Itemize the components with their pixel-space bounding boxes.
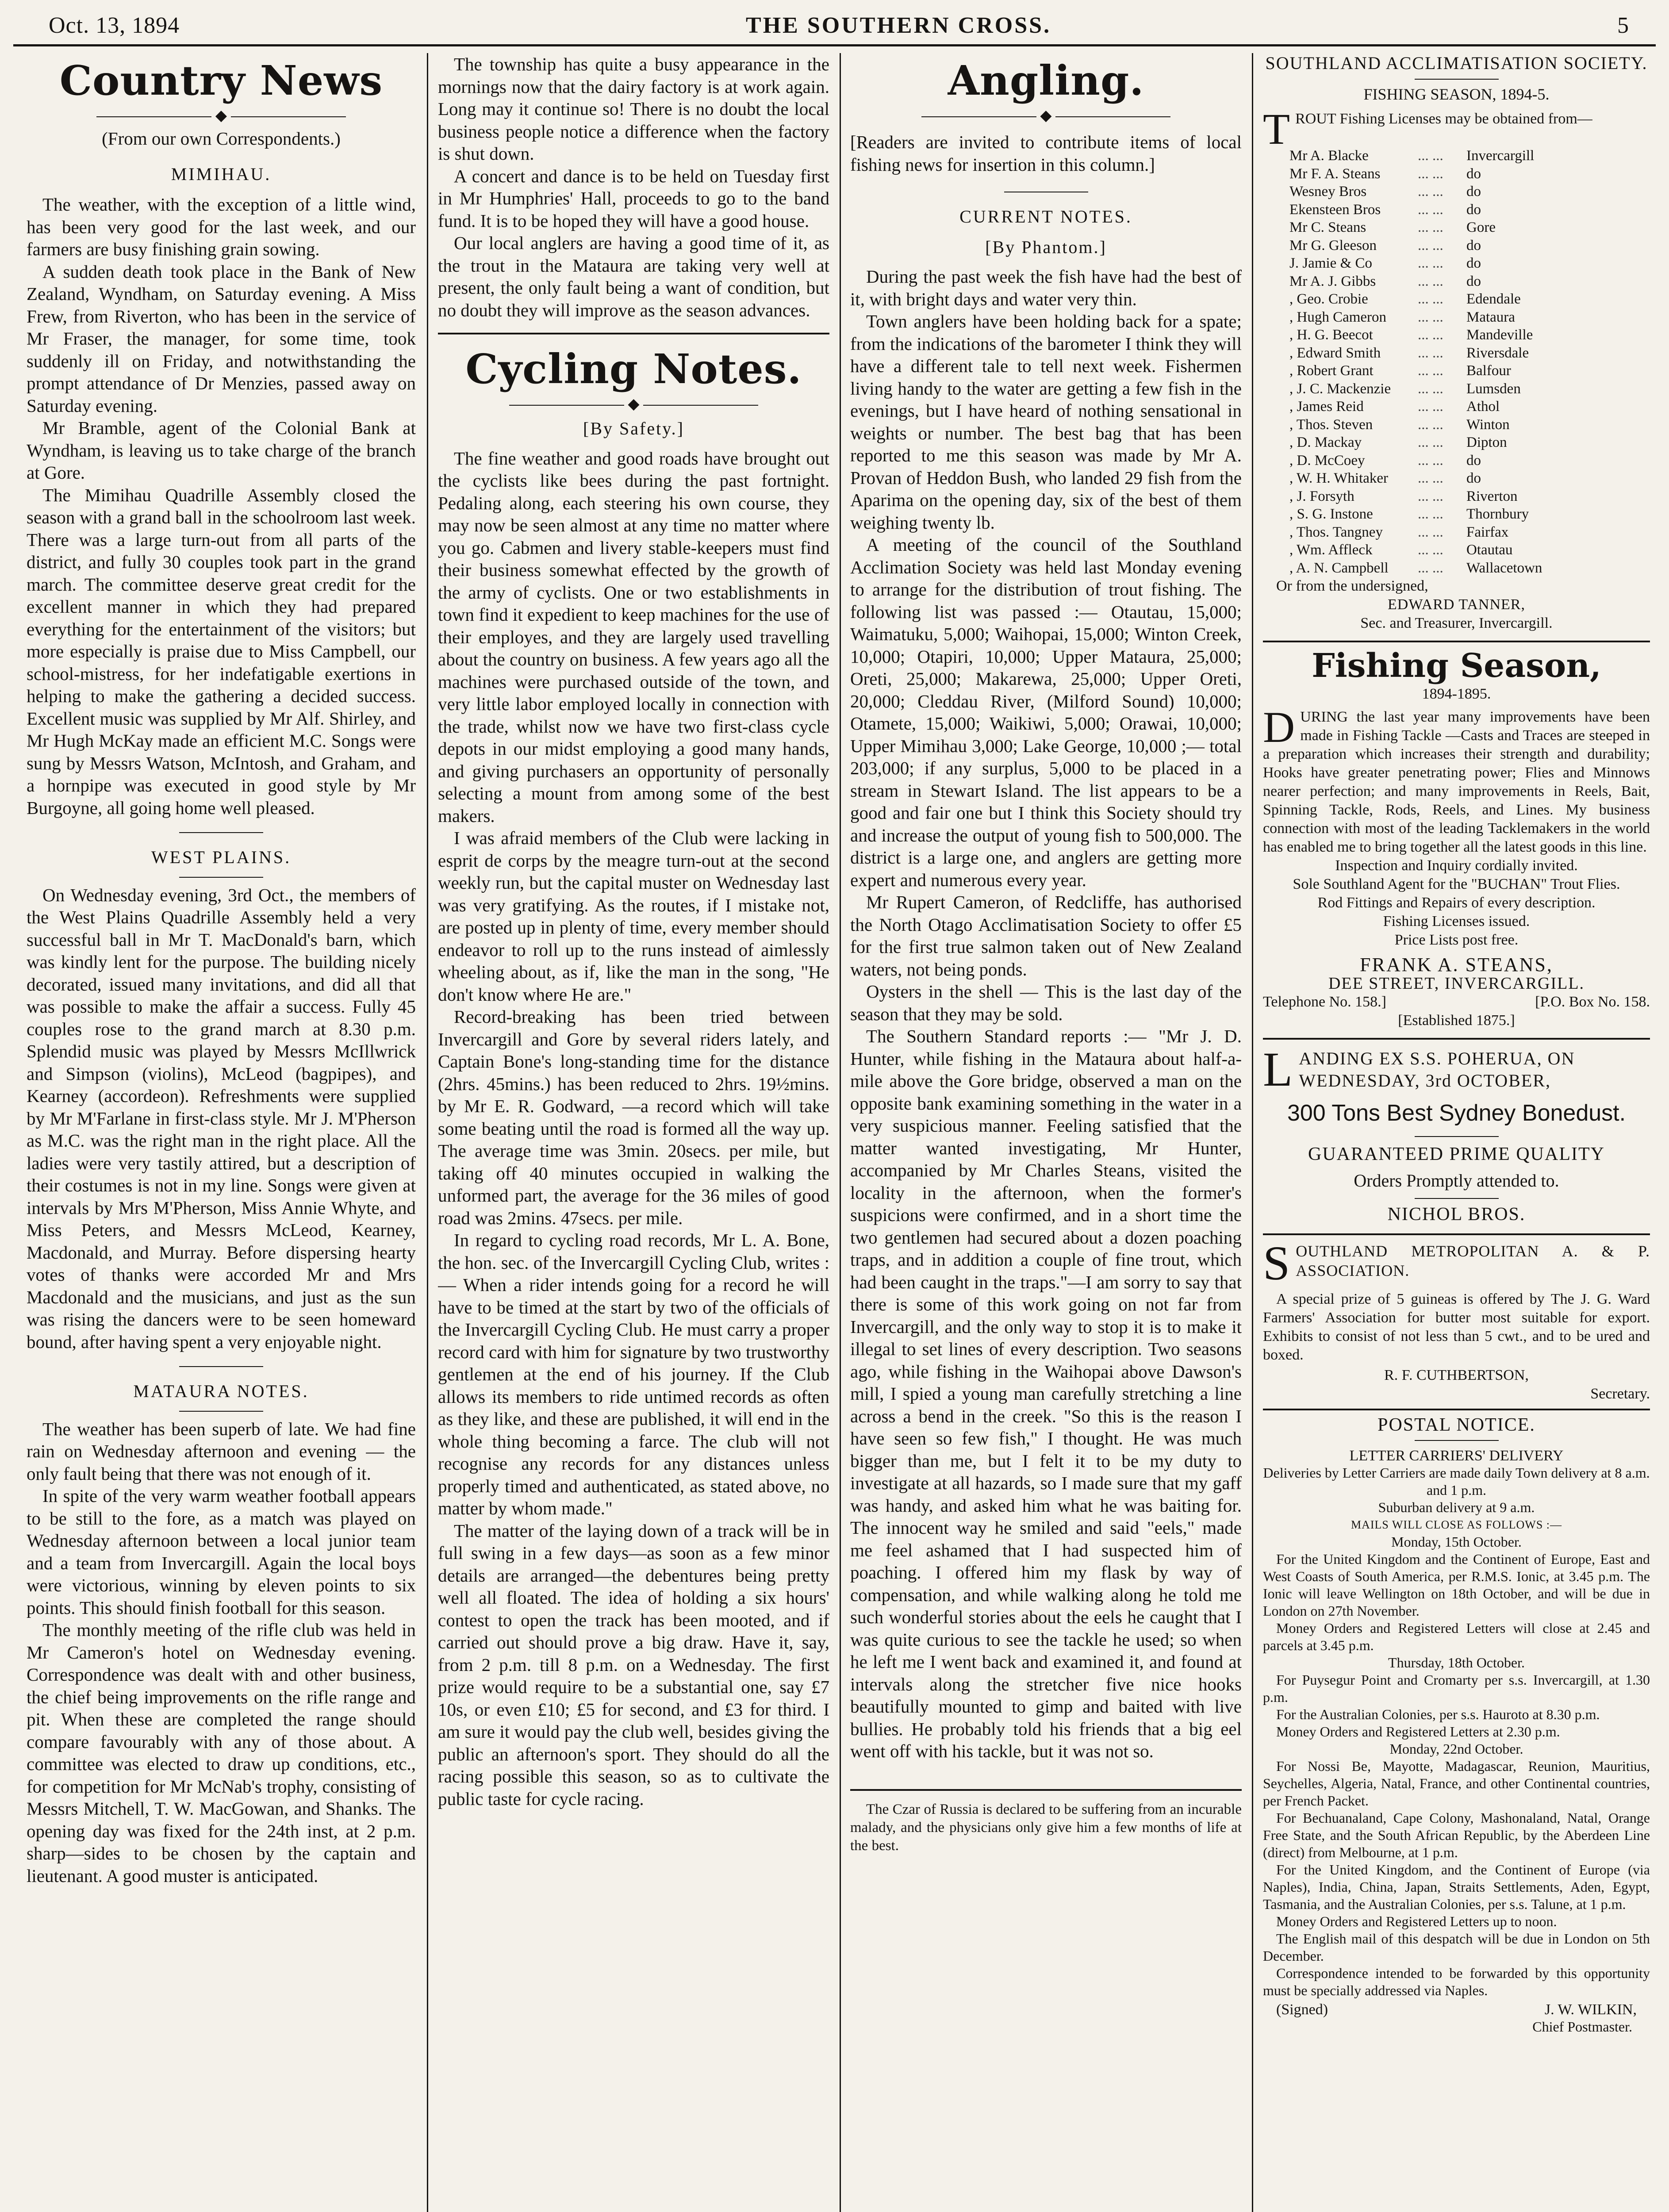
- article-paragraph: On Wednesday evening, 3rd Oct., the members of the West Plains Quadrille Assembly held a very successful ball in Mr T. MacDonald's barn, which was kindly lent for the purpose. The building nicely decorated, issued many invitations, and did all that was possible to make the affair a success. Fully 45 couples rose to the grand march at 8.30 p.m. Splendid music was played by Messrs McIllwrick and Simpson (violins), McLeod (bagpipes), and Kearney (accordeon). Refreshments were supplied by Mr M'Farlane in first-class style. Mr J. M'Pherson as M.C. was the right man in the right place. All the ladies were very tastily attired, but a description of their costumes is not in my line. Songs were given at intervals by Mrs M'Pherson, Miss Annie Whyte, and Miss Peters, and Messrs McLeod, Kearney, Macdonald, and Murray. Before dispersing hearty votes of thanks were accorded Mr and Mrs Macdonald and the musicians, and just as the sun was rising the dancers were to be seen homeward bound, after having spent a very enjoyable night.: [27, 884, 416, 1352]
- section-divider: [179, 832, 263, 833]
- ad-divider: [1415, 1198, 1499, 1199]
- quality-line: GUARANTEED PRIME QUALITY: [1308, 1144, 1605, 1164]
- postal-signer: J. W. WILKIN,: [1544, 2001, 1637, 2018]
- angling-heading: Angling.: [948, 57, 1144, 104]
- dropcap: T: [1263, 110, 1290, 147]
- ad-rule: [1263, 1233, 1650, 1235]
- merchant-pobox: [P.O. Box No. 158.: [1535, 994, 1650, 1010]
- agent-name: , Robert Grant: [1289, 363, 1374, 379]
- postal-paragraph: The English mail of this despatch will be due in London on 5th December.: [1263, 1931, 1650, 1964]
- column-divider-3: [1252, 53, 1253, 2212]
- agent-name: , Wm. Affleck: [1289, 542, 1373, 558]
- agent-name: Mr A. J. Gibbs: [1289, 273, 1376, 289]
- page-number: 5: [1617, 12, 1629, 38]
- association-advert: [1263, 1241, 1650, 1403]
- footnote-rule: [850, 1789, 1242, 1791]
- bonedust-headline: 300 Tons Best Sydney Bonedust.: [1287, 1100, 1626, 1126]
- license-agent-row: , S. G. Instone ... ... Thornbury: [1263, 505, 1650, 523]
- fishing-ad-line: Price Lists post free.: [1394, 932, 1519, 948]
- postal-signed-label: (Signed): [1276, 2001, 1328, 2018]
- agent-town: Dipton: [1466, 434, 1507, 450]
- article-paragraph: In regard to cycling road records, Mr L. A. Bone, the hon. sec. of the Invercargill Cycling Club, writes :— When a rider intends going for a record he will have to be timed at the start by two of the officials of the Invercargill Cycling Club. He must carry a proper record card with him for signature by two trustworthy gentlemen at the end of his journey. If the Club allows its members to ride untimed records as often as they like, and these are published, it will end in the whole thing becoming a farce. The club will not recognise any records for any distances unless properly timed and authenticated, as stated above, no matter by whom made.": [438, 1230, 829, 1518]
- postal-paragraph: For Nossi Be, Mayotte, Madagascar, Reunion, Mauritius, Seychelles, Algeria, Natal, France, and other Continental countries, per French Packet.: [1263, 1758, 1650, 1809]
- license-closing: Or from the undersigned,: [1276, 578, 1428, 594]
- agent-town: Balfour: [1466, 363, 1511, 379]
- masthead: [49, 10, 1629, 41]
- article-paragraph: Town anglers have been holding back for a spate; from the indications of the barometer I think they will have a different tale to tell next week. Fishermen living handy to the water are getting a few fish in the evenings, but I have heard of nothing sensational in weights or number. The best bag that has been reported to me this season was made by Mr A. Provan of Heddon Bush, who landed 29 fish from the Aparima on the opening day, six of the best of them weighing twenty lb.: [850, 311, 1242, 533]
- fishing-ad-body: URING the last year many improvements have been made in Fishing Tackle —Casts and Traces are steeped in a preparation which increases their strength and durability; Hooks have greater penetrating power; Flies and Minnows nearer perfection; and many improvements in Reels, Bait, Spinning Tackle, Rods, Reels, and Lines. My business connection with most of the leading Tacklemakers in the world has enabled me to bring together all the latest goods in this line.: [1263, 709, 1650, 855]
- agent-name: , J. Forsyth: [1289, 488, 1354, 504]
- merchant-telephone: Telephone No. 158.]: [1263, 994, 1386, 1010]
- license-agent-row: , J. C. Mackenzie ... ... Lumsden: [1263, 380, 1650, 398]
- angling-byline: [By Phantom.]: [985, 237, 1107, 257]
- postal-paragraph: Money Orders and Registered Letters at 2.30 p.m.: [1276, 1724, 1560, 1740]
- fishing-season-heading: Fishing Season,: [1312, 647, 1601, 685]
- firm-name: NICHOL BROS.: [1387, 1204, 1526, 1225]
- fishing-ad-line: Sole Southland Agent for the "BUCHAN" Trout Flies.: [1293, 876, 1620, 892]
- section-title-mimihau: MIMIHAU.: [171, 164, 272, 184]
- article-paragraph: A sudden death took place in the Bank of New Zealand, Wyndham, on Saturday evening. A Miss Frew, from Riverton, who has been in the service of Mr Fraser, the manager, for some time, took suddenly ill on Friday, and notwithstanding the prompt attendance of Dr Menzies, passed away on Saturday evening.: [27, 261, 416, 416]
- agent-name: Mr G. Gleeson: [1289, 237, 1377, 253]
- agent-name: , J. C. Mackenzie: [1289, 380, 1391, 397]
- section-divider: [179, 1366, 263, 1367]
- license-agent-row: , J. Forsyth ... ... Riverton: [1263, 488, 1650, 506]
- agent-name: Mr C. Steans: [1289, 219, 1366, 235]
- license-agent-row: Mr A. Blacke ... ... Invercargill: [1263, 147, 1650, 165]
- article-paragraph: The Mimihau Quadrille Assembly closed the season with a grand ball in the schoolroom last week. There was a large turn-out from all parts of the district, and fully 30 couples took part in the grand march. The committee deserve great credit for the excellent manner in which they had prepared everything for the entertainment of the visitors; but more especially is praise due to Miss Campbell, our school-mistress, for her indefatigable exertions in helping to make the gathering a decided success. Excellent music was supplied by Mr Alf. Shirley, and Mr Hugh McKay made an efficient M.C. Songs were sung by Messrs Watson, McIntosh, and Graham, and a hornpipe was executed in good style by Mr Burgoyne, all going home well pleased.: [27, 484, 416, 818]
- article-paragraph: The fine weather and good roads have brought out the cyclists like bees during the past fortnight. Pedaling along, each steering his own course, they may now be seen almost at any time no matter where you go. Cabmen and livery stable-keepers must find their business somewhat effected by the growth of the army of cyclists. One or two establishments in town find it expedient to keep machines for the use of their employes, and they are largely used travelling about the country on business. A few years ago all the machines were purchased outside of the town, and very little labor employed locally in connection with the trade, whilst now we have two first-class cycle depots in our midst employing a good many hands, and giving purchasers an opportunity of personally selecting a mount from among some of the best makers.: [438, 448, 829, 826]
- license-agent-row: , Thos. Steven ... ... Winton: [1263, 416, 1650, 434]
- postal-paragraph: For the United Kingdom and the Continent of Europe, East and West Coasts of South America, per R.M.S. Ionic, at 3.45 p.m. The Ionic will leave Wellington on 18th October, and will be due in London on 27th November.: [1263, 1551, 1650, 1619]
- license-agent-row: J. Jamie & Co ... ... do: [1263, 254, 1650, 273]
- agent-town: Athol: [1466, 399, 1500, 415]
- paper-name: THE SOUTHERN CROSS.: [746, 12, 1051, 38]
- license-agent-row: , A. N. Campbell ... ... Wallacetown: [1263, 559, 1650, 577]
- article-paragraph: A concert and dance is to be held on Tuesday first in Mr Humphries' Hall, proceeds to go to the band fund. It is to be hoped they will have a good house.: [438, 165, 829, 231]
- merchant-address: DEE STREET, INVERCARGILL.: [1328, 974, 1585, 993]
- agent-town: Lumsden: [1466, 380, 1521, 397]
- ad-rule: [1263, 1409, 1650, 1410]
- ad-rule: [1263, 1038, 1650, 1040]
- postal-line: Deliveries by Letter Carriers are made daily Town delivery at 8 a.m. and 1 p.m.: [1263, 1465, 1650, 1498]
- license-agent-row: Mr C. Steans ... ... Gore: [1263, 219, 1650, 237]
- agent-town: Fairfax: [1466, 524, 1509, 540]
- postal-paragraph: For Puysegur Point and Cromarty per s.s. Invercargill, at 1.30 p.m.: [1263, 1672, 1650, 1705]
- postal-paragraph: For the United Kingdom, and the Continent of Europe (via Naples), India, China, Japan, Straits Settlements, Aden, Egypt, Tasmania, and the Australian Colonies, per s.s. Talune, at 1 p.m.: [1263, 1862, 1650, 1912]
- article-paragraph: Oysters in the shell — This is the last day of the season that they may be sold.: [850, 981, 1242, 1024]
- agent-town: Wallacetown: [1466, 560, 1542, 576]
- agent-name: , Thos. Tangney: [1289, 524, 1383, 540]
- masthead-rule: [13, 44, 1656, 46]
- postal-paragraph: Money Orders and Registered Letters up to noon.: [1276, 1913, 1557, 1929]
- merchant-name: FRANK A. STEANS,: [1360, 954, 1553, 975]
- association-signer: R. F. CUTHBERTSON,: [1384, 1367, 1529, 1383]
- fishing-ad-line: Inspection and Inquiry cordially invited.: [1335, 857, 1578, 874]
- article-paragraph: The matter of the laying down of a track will be in full swing in a few days—as soon as a few minor details are arranged—the debentures being pretty well all floated. The idea of holding a six hours' contest to open the track has been mooted, and if carried out should prove a big draw. Have it, say, from 2 p.m. till 8 p.m. on a Wednesday. The first prize would require to be a substantial one, say £7 10s, or even £10; £5 for second, and £3 for third. I am sure it would pay the club well, besides giving the public an afternoon's sport. They should do all the racing possible this season, so as to cultivate the public taste for cycle racing.: [438, 1520, 829, 1809]
- bonedust-advert: [1263, 1048, 1650, 1224]
- article-paragraph: The weather, with the exception of a little wind, has been very good for the last week, and our farmers are busy finishing grain sowing.: [27, 194, 416, 259]
- agent-name: Mr F. A. Steans: [1289, 165, 1381, 182]
- agent-town: do: [1466, 165, 1481, 182]
- license-signer: EDWARD TANNER,: [1388, 596, 1525, 613]
- license-ad-title: SOUTHLAND ACCLIMATISATION SOCIETY.: [1265, 53, 1648, 73]
- agent-town: do: [1466, 255, 1481, 271]
- license-agent-row: , Geo. Crobie ... ... Edendale: [1263, 290, 1650, 308]
- agent-name: , Geo. Crobie: [1289, 291, 1368, 307]
- current-notes-subheading: CURRENT NOTES.: [959, 207, 1132, 227]
- license-agent-row: , James Reid ... ... Athol: [1263, 398, 1650, 416]
- agent-town: Mataura: [1466, 309, 1515, 325]
- article-paragraph: I was afraid members of the Club were lacking in esprit de corps by the meagre turn-out at the second weekly run, but the capital muster on Wednesday last was very gratifying. As the routes, if I mistake not, are posted up in plenty of time, every member should endeavor to roll up to the runs instead of aimlessly wheeling about, as if, like the man in the song, "He don't know where He are.": [438, 828, 829, 1005]
- association-body: A special prize of 5 guineas is offered by The J. G. Ward Farmers' Association for butter most suitable for export. Exhibits to consist of not less than 5 cwt., and to be ured and boxed.: [1263, 1291, 1650, 1363]
- license-agent-row: Ekensteen Bros ... ... do: [1263, 201, 1650, 219]
- agent-town: Mandeville: [1466, 327, 1533, 343]
- article-paragraph: Our local anglers are having a good time of it, as the trout in the Mataura are taking very well at present, the only fault being a want of condition, but no doubt they will improve as the season advances.: [438, 233, 829, 320]
- fishing-season-label: FISHING SEASON, 1894-5.: [1363, 85, 1550, 103]
- license-agent-row: , Wm. Affleck ... ... Otautau: [1263, 541, 1650, 559]
- section-divider: [179, 1411, 263, 1412]
- postal-paragraph: For the Australian Colonies, per s.s. Hauroto at 8.30 p.m.: [1276, 1706, 1600, 1722]
- section-title-west-plains: WEST PLAINS.: [151, 847, 292, 867]
- agent-name: , H. G. Beecot: [1289, 327, 1373, 343]
- ad-divider: [1415, 1440, 1499, 1441]
- postal-signer-title: Chief Postmaster.: [1532, 2019, 1632, 2035]
- section-rule: [438, 333, 829, 334]
- license-agent-row: Wesney Bros ... ... do: [1263, 183, 1650, 201]
- postal-day: Monday, 22nd October.: [1389, 1741, 1523, 1757]
- agent-town: do: [1466, 201, 1481, 218]
- heading-ornament: ◆: [850, 107, 1242, 125]
- postal-notice: [1263, 1417, 1650, 2035]
- ad-divider: [1415, 79, 1499, 80]
- heading-ornament: ◆: [438, 396, 829, 413]
- license-signer-title: Sec. and Treasurer, Invercargill.: [1360, 615, 1553, 631]
- agent-town: Riverton: [1466, 488, 1518, 504]
- dropcap: S: [1263, 1241, 1291, 1283]
- column-divider-1: [427, 53, 428, 2212]
- agent-town: Thornbury: [1466, 506, 1529, 522]
- country-news-heading: Country News: [59, 57, 383, 104]
- license-agent-row: , H. G. Beecot ... ... Mandeville: [1263, 326, 1650, 344]
- article-paragraph: In spite of the very warm weather football appears to be still to the fore, as a match was played on Wednesday afternoon between a local junior team and a team from Invercargill. Again the local boys were victorious, winning by eleven points to six points. This should finish football for this season.: [27, 1486, 416, 1618]
- fishing-season-year: 1894-1895.: [1422, 686, 1491, 702]
- agent-town: Winton: [1466, 416, 1510, 433]
- association-title: OUTHLAND METROPOLITAN A. & P. ASSOCIATION.: [1296, 1242, 1650, 1279]
- column-advertisements: [1263, 53, 1650, 2212]
- ad-divider: [1415, 1136, 1499, 1137]
- issue-date: Oct. 13, 1894: [49, 12, 180, 38]
- license-intro: ROUT Fishing Licenses may be obtained from—: [1295, 111, 1592, 127]
- dropcap: D: [1263, 708, 1295, 752]
- article-paragraph: Mr Rupert Cameron, of Redcliffe, has authorised the North Otago Acclimatisation Society to offer £5 for the first true salmon taken out of New Zealand waters, not being ponds.: [850, 892, 1242, 979]
- agent-name: , A. N. Campbell: [1289, 560, 1389, 576]
- article-paragraph: A meeting of the council of the Southland Acclimation Society was held last Monday evening to arrange for the distribution of trout fishing. The following list was passed :— Otautau, 15,000; Waimatuku, 5,000; Waihopai, 15,000; Winton Creek, 10,000; Otapiri, 10,000; Upper Mataura, 25,000; Oreti, 25,000; Makarewa, 25,000; Upper Oreti, 20,000; Cleddau River, (Milford Sound) 10,000; Otamete, 15,000; Waikiwi, 5,000; Orawai, 10,000; Upper Mimihau 3,000; Lake George, 10,000 ;— total 203,000; if any surplus, 5,000 to be placed in a stream in Stewart Island. The list appears to be a good and fair one but I think this Society should try and increase the output of young fish to 500,000. The district is a large one, and anglers are getting more expert and numerous every year.: [850, 534, 1242, 890]
- agent-town: do: [1466, 184, 1481, 200]
- column-cycling-notes: [438, 53, 829, 2212]
- fishing-ad-line: Fishing Licenses issued.: [1383, 913, 1530, 929]
- merchant-established: [Established 1875.]: [1398, 1012, 1515, 1029]
- agent-town: do: [1466, 237, 1481, 253]
- country-news-subheading: (From our own Correspondents.): [102, 128, 341, 149]
- license-agent-row: , Edward Smith ... ... Riversdale: [1263, 344, 1650, 362]
- fishing-tackle-advert: [1263, 647, 1650, 1030]
- article-paragraph: The township has quite a busy appearance in the mornings now that the dairy factory is at work again. Long may it continue so! There is no doubt the local business people notice a difference when the factory is shut down.: [438, 54, 829, 164]
- orders-line: Orders Promptly attended to.: [1354, 1171, 1559, 1190]
- agent-name: Ekensteen Bros: [1289, 201, 1381, 218]
- column-angling: [850, 53, 1242, 2212]
- agent-name: Mr A. Blacke: [1289, 148, 1369, 164]
- postal-subtitle: LETTER CARRIERS' DELIVERY: [1349, 1448, 1564, 1464]
- article-paragraph: The monthly meeting of the rifle club was held in Mr Cameron's hotel on Wednesday evening. Correspondence was dealt with and other business, the chief being improvements on the rifle range and pit. When these are completed the range should compare favourably with any of those about. A committee was elected to draw up conditions, etc., for competition for Mr McNab's trophy, consisting of Messrs Mitchell, T. W. MacGowan, and Shanks. The opening day was fixed for the 24th inst, at 2 p.m. sharp—sides to be chosen by the captain and lieutenant. A good muster is anticipated.: [27, 1620, 416, 1886]
- postal-notice-title: POSTAL NOTICE.: [1377, 1415, 1535, 1435]
- agent-name: , Edward Smith: [1289, 345, 1381, 361]
- agent-town: do: [1466, 273, 1481, 289]
- agent-town: Gore: [1466, 219, 1496, 235]
- agent-name: , Thos. Steven: [1289, 416, 1373, 433]
- license-agent-row: Mr A. J. Gibbs ... ... do: [1263, 273, 1650, 291]
- postal-line: MAILS WILL CLOSE AS FOLLOWS :—: [1351, 1518, 1562, 1531]
- association-signer-title: Secretary.: [1590, 1386, 1650, 1402]
- article-paragraph: The weather has been superb of late. We had fine rain on Wednesday afternoon and evening — the only fault being that there was not enough of it.: [27, 1418, 416, 1484]
- license-agent-row: , Robert Grant ... ... Balfour: [1263, 362, 1650, 380]
- column-country-news: [27, 53, 416, 2212]
- bonedust-line: ANDING EX S.S. POHERUA, ON: [1299, 1048, 1575, 1068]
- agent-name: , James Reid: [1289, 399, 1364, 415]
- article-paragraph: Record-breaking has been tried between Invercargill and Gore by several riders lately, and Captain Bone's long-standing time for the distance (2hrs. 45mins.) has been reduced to 2hrs. 19½mins. by Mr E. R. Godward, —a record which will take some beating until the road is formed all the way up. The average time was 3min. 20secs. per mile, but taking off 40 minutes occupied in walking the unformed part, the average for the 36 miles of good road was 2mins. 47secs. per mile.: [438, 1006, 829, 1228]
- agent-name: , D. McCoey: [1289, 452, 1365, 469]
- postal-day: Thursday, 18th October.: [1388, 1655, 1525, 1671]
- agent-town: do: [1466, 470, 1481, 486]
- bonedust-line: WEDNESDAY, 3rd OCTOBER,: [1299, 1071, 1551, 1091]
- agent-town: do: [1466, 452, 1481, 469]
- agent-town: Otautau: [1466, 542, 1513, 558]
- postal-day: Monday, 15th October.: [1391, 1534, 1522, 1550]
- agent-name: , S. G. Instone: [1289, 506, 1373, 522]
- license-agent-row: , D. Mackay ... ... Dipton: [1263, 434, 1650, 452]
- section-divider: [179, 877, 263, 878]
- license-agent-row: , D. McCoey ... ... do: [1263, 452, 1650, 470]
- postal-paragraph: For Bechuanaland, Cape Colony, Mashonaland, Natal, Orange Free State, and the South African Republic, by the Aberdeen Line (direct) from Melbourne, at 1 p.m.: [1263, 1810, 1650, 1860]
- license-advert: [1263, 53, 1650, 633]
- license-agent-row: Mr G. Gleeson ... ... do: [1263, 237, 1650, 255]
- license-agent-list: [1263, 147, 1650, 577]
- license-agent-row: Mr F. A. Steans ... ... do: [1263, 165, 1650, 183]
- postal-line: Suburban delivery at 9 a.m.: [1378, 1499, 1535, 1515]
- license-agent-row: , Thos. Tangney ... ... Fairfax: [1263, 523, 1650, 541]
- agent-town: Invercargill: [1466, 148, 1535, 164]
- section-title-mataura-notes: MATAURA NOTES.: [133, 1381, 309, 1401]
- agent-name: Wesney Bros: [1289, 184, 1367, 200]
- column-divider-2: [840, 53, 841, 2212]
- heading-ornament: ◆: [27, 107, 416, 125]
- postal-paragraph: Correspondence intended to be forwarded by this opportunity must be specially addressed via Naples.: [1263, 1965, 1650, 1998]
- cycling-byline: [By Safety.]: [583, 419, 684, 438]
- license-agent-row: , Hugh Cameron ... ... Mataura: [1263, 308, 1650, 326]
- agent-name: , Hugh Cameron: [1289, 309, 1387, 325]
- dropcap: L: [1263, 1048, 1294, 1092]
- article-paragraph: Mr Bramble, agent of the Colonial Bank at Wyndham, is leaving us to take charge of the branch at Gore.: [27, 418, 416, 483]
- license-agent-row: , W. H. Whitaker ... ... do: [1263, 469, 1650, 488]
- agent-town: Riversdale: [1466, 345, 1529, 361]
- fishing-ad-line: Rod Fittings and Repairs of every description.: [1317, 895, 1596, 911]
- ad-rule: [1263, 641, 1650, 642]
- article-paragraph: During the past week the fish have had the best of it, with bright days and water very thin.: [850, 266, 1242, 309]
- agent-town: Edendale: [1466, 291, 1521, 307]
- agent-name: , D. Mackay: [1289, 434, 1362, 450]
- czar-footnote: The Czar of Russia is declared to be suffering from an incurable malady, and the physicians only give him a few months of life at the best.: [850, 1801, 1242, 1854]
- agent-name: , W. H. Whitaker: [1289, 470, 1389, 486]
- cycling-notes-heading: Cycling Notes.: [465, 345, 802, 393]
- postal-paragraph: Money Orders and Registered Letters will close at 2.45 and parcels at 3.45 p.m.: [1263, 1620, 1650, 1653]
- contributor-notice: [Readers are invited to contribute items of local fishing news for insertion in this column.]: [850, 132, 1242, 175]
- article-paragraph: The Southern Standard reports :— "Mr J. D. Hunter, while fishing in the Mataura about half-a-mile above the Gore bridge, observed a man on the opposite bank examining something in the water in a very suspicious manner. Feeling satisfied that the matter wanted investigating, Mr Hunter, accompanied by Mr Charles Steans, visited the locality in the afternoon, when the former's suspicions were confirmed, and in a short time the two gentlemen had secured about a dozen poaching traps, and in addition a couple of fine trout, which had been caught in the traps."—I am sorry to say that there is some of this work going on not far from Invercargill, and the only way to stop it is to make it illegal to set lines of every description. Two seasons ago, while fishing in the Waihopai above Dawson's mill, I spied a young man carefully stretching a line across a bend in the creek. "So this is the reason I have seen so few fish," I thought. He was much bigger than me, but I felt it to be my duty to investigate at all hazards, so I made sure that my gaff was handy, and asked him what he was baiting for. The innocent way he smiled and said "eels," made me feel ashamed that I had suspected him of poaching. I offered him my flask by way of compensation, and while walking along he told me such wonderful stories about the eels he caught that I was quite curious to see the tackle he used; so when he left me I went back and examined it, and found at intervals along the stretcher five nice hooks beautifully mounted to gimp and baited with live bullies. He probably told his friends that a big eel went off with his tackle, but it was not so.: [850, 1026, 1242, 1761]
- agent-name: J. Jamie & Co: [1289, 255, 1372, 271]
